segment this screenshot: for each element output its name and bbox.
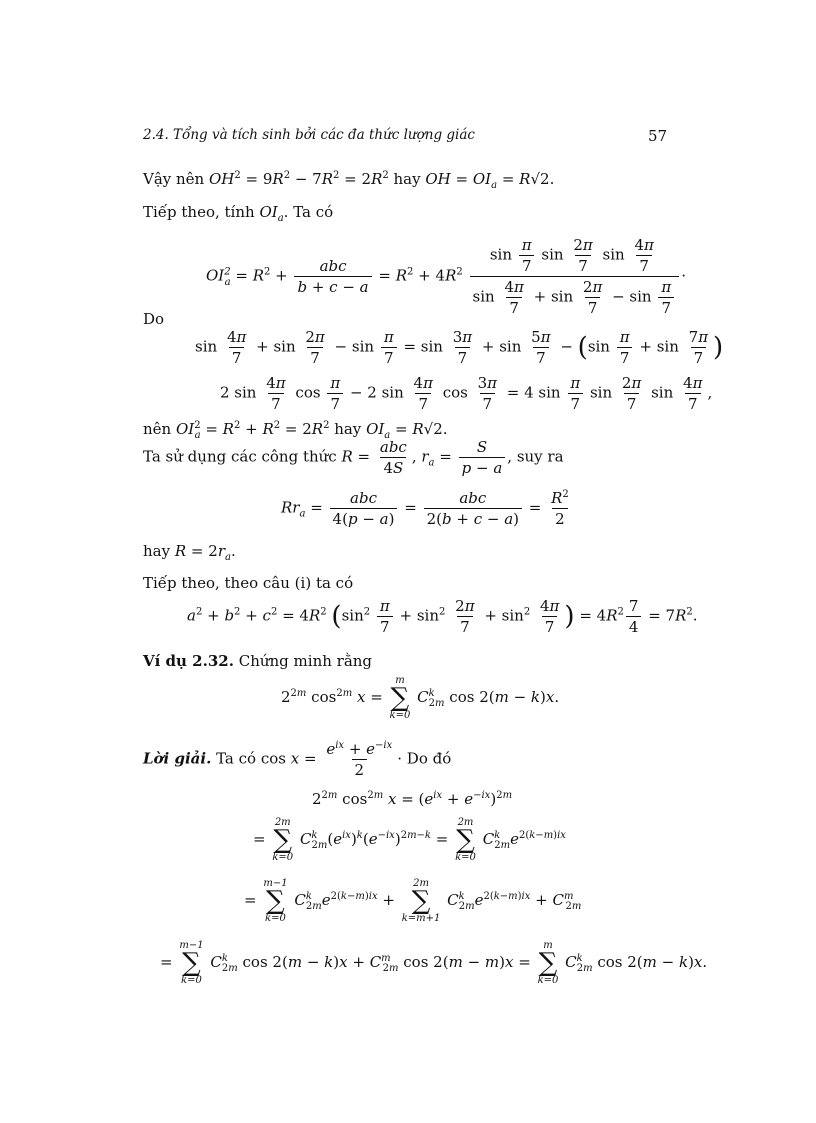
formula-sum-squares: $a^2 + b^2 + c^2 = 4R^2$ ($\sin^2$ $\frac{\pi}{7}$ + $\sin^2$ $\frac{2\pi}{7}$ + $\sin^2$ $\frac{4\pi}{7}$ ) = $4R^2$ $\frac{7}{4}$ = $7R^2$. [187, 597, 698, 636]
formula-r-ra: $Rr_a$ = $\frac{\text{abc}}{4(p - a)}$ = $\frac{\text{abc}}{2(b + c - a)}$ = $\frac{R^2}{2}$ [281, 489, 569, 528]
formula-solution-3: = m−1 ∑ k=0 $C^k_{2m}e^{2(k-m)ix}$ + 2m ∑ k=m+1 $C^k_{2m}e^{2(k-m)ix} + C^m_{2m}$ [244, 878, 582, 924]
line-oh: Vậy nên $OH^2 = 9R^2 - 7R^2 = 2R^2$ hay OH = $OI_a = R√2$. [143, 170, 555, 191]
example-heading [143, 652, 372, 670]
formula-solution-2: = 2m ∑ k=0 $C^k_{2m}(e^{ix})^k(e^{-ix})^{2m-k}$ = 2m ∑ k=0 $C^k_{2m}e^{2(k-m)ix}$ [253, 817, 566, 863]
line-hay-r: hay $R = 2r_a$. [143, 542, 236, 563]
example-text: Chứng minh rằng [238, 652, 373, 670]
formula-oia-squared: $OI^2_a = R^2$ + $\frac{\text{abc}}{b + c - a}$ = $R^2 + 4R^2$ sin $\frac{\pi}{7}$ sin $\frac{2\pi}{7}$ sin $\frac{4\pi}{7}$ sin $\frac{4\pi}{7}$ + sin $\frac{2\pi}{7}$ − sin $\frac{\pi}{7}$ · [206, 236, 686, 317]
line-cong-thuc: Ta sử dụng các công thức R = $\frac{\text{abc}}{4S}$ , $r_a$ = $\frac{S}{p - a}$ , suy ra [143, 438, 564, 477]
line-do: Do [143, 310, 165, 328]
line-tiep-theo: Tiếp theo, tính $OI_a$. Ta có [143, 203, 334, 224]
formula-example: $2^{2m}$ $\cos^{2m} x$ = m ∑ k=0 $C^k_{2m}$ cos 2(m − k)x. [281, 675, 560, 721]
formula-sin-identity-1: sin $\frac{4\pi}{7}$ + sin $\frac{2\pi}{7}$ − sin $\frac{\pi}{7}$ = sin $\frac{3\pi}{7}$ + sin $\frac{5\pi}{7}$ − (sin $\frac{\pi}{7}$ + sin $\frac{7\pi}{7}$ ) [195, 328, 724, 367]
solution-label: Lời giải. [143, 749, 212, 768]
formula-sin-identity-2: 2 sin $\frac{4\pi}{7}$ cos $\frac{\pi}{7}$ − 2 sin $\frac{4\pi}{7}$ cos $\frac{3\pi}{7}$ = 4 sin $\frac{\pi}{7}$ sin $\frac{2\pi}{7}$ sin $\frac{4\pi}{7}$ , [220, 374, 713, 413]
line-nen-oia: nên $OI^2_a = R^2 + R^2 = 2R^2$ hay $OI_a = R√2$. [143, 420, 448, 441]
formula-solution-1: $2^{2m}$ $\cos^{2m} x = (e^{ix} + e^{-ix})^{2m}$ [312, 790, 513, 808]
page-number: 57 [648, 127, 668, 145]
solution-heading: Lời giải. Ta có cos x = $\frac{e^{ix} + e^{-ix}}{2}$ · Do đó [143, 740, 452, 779]
formula-solution-4: = m−1 ∑ k=0 $C^k_{2m}$ $\cos 2(m - k)x + C^m_{2m}$ cos 2(m − m)x = m ∑ k=0 $C^k_{2m}$ cos 2(m − k)x. [160, 940, 708, 986]
example-label: Ví dụ 2.32. [143, 652, 234, 670]
line-theo-cau: Tiếp theo, theo câu (i) ta có [143, 574, 354, 592]
running-title: 2.4. Tổng và tích sinh bởi các đa thức lượng giác [143, 127, 475, 143]
